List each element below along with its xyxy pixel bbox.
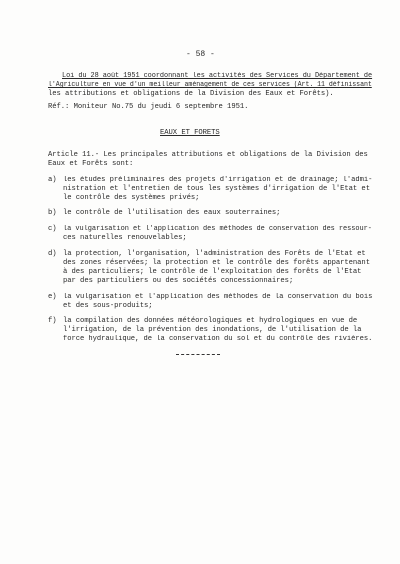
- item-d-line: la protection, l'organisation, l'administration des Forêts de l'Etat et: [63, 250, 366, 258]
- item-e-line: et des sous-produits;: [63, 302, 153, 310]
- item-letter-e: e): [48, 293, 57, 301]
- intro-line-1: Loi du 28 août 1951 coordonnant les activités des Services du Département de: [62, 72, 373, 80]
- article-line-2: Eaux et Forêts sont:: [48, 160, 134, 168]
- item-d-line: des zones réservées; la protection et le contrôle des forêts appartenant: [63, 259, 370, 267]
- item-b-line: le contrôle de l'utilisation des eaux souterraines;: [63, 209, 281, 217]
- item-letter-a: a): [48, 176, 57, 184]
- intro-line-2: l'Agriculture en vue d'un meilleur aménagement de ces services (Art. 11 définissant: [48, 81, 372, 89]
- page-number: - 58 -: [186, 50, 215, 59]
- item-d-line: par des particuliers ou des sociétés concessionnaires;: [63, 277, 294, 285]
- item-c-line: la vulgarisation et l'application des méthodes de conservation des ressour-: [63, 225, 372, 233]
- article-line-1: Article 11.- Les principales attributions et obligations de la Division des: [48, 151, 368, 159]
- item-f-line: force hydraulique, de la conservation du sol et du contrôle des rivières.: [63, 335, 373, 343]
- item-e-line: la vulgarisation et l'application des méthodes de la conservation du bois: [63, 293, 373, 301]
- item-a-line: les études préliminaires des projets d'irrigation et de drainage; l'admi-: [63, 176, 373, 184]
- item-d-line: à des particuliers; le contrôle de l'exploitation des forêts de l'Etat: [63, 268, 362, 276]
- item-letter-b: b): [48, 209, 57, 217]
- item-f-line: la compilation des données météorologiques et hydrologiques en vue de: [63, 317, 358, 325]
- section-title: EAUX ET FORETS: [160, 129, 220, 137]
- closing-divider: [176, 354, 220, 355]
- item-letter-f: f): [48, 317, 57, 325]
- reference-line: Réf.: Moniteur No.75 du jeudi 6 septembre 1951.: [48, 103, 249, 111]
- item-f-line: l'irrigation, de la prévention des inondations, de l'utilisation de la: [63, 326, 362, 334]
- intro-line-3: les attributions et obligations de la Division des Eaux et Forêts).: [48, 90, 334, 98]
- item-a-line: le contrôle des systèmes privés;: [63, 194, 200, 202]
- item-a-line: nistration et l'entretien de tous les systèmes d'irrigation de l'Etat et: [63, 185, 370, 193]
- item-letter-d: d): [48, 250, 57, 258]
- item-c-line: ces naturelles renouvelables;: [63, 234, 187, 242]
- item-letter-c: c): [48, 225, 57, 233]
